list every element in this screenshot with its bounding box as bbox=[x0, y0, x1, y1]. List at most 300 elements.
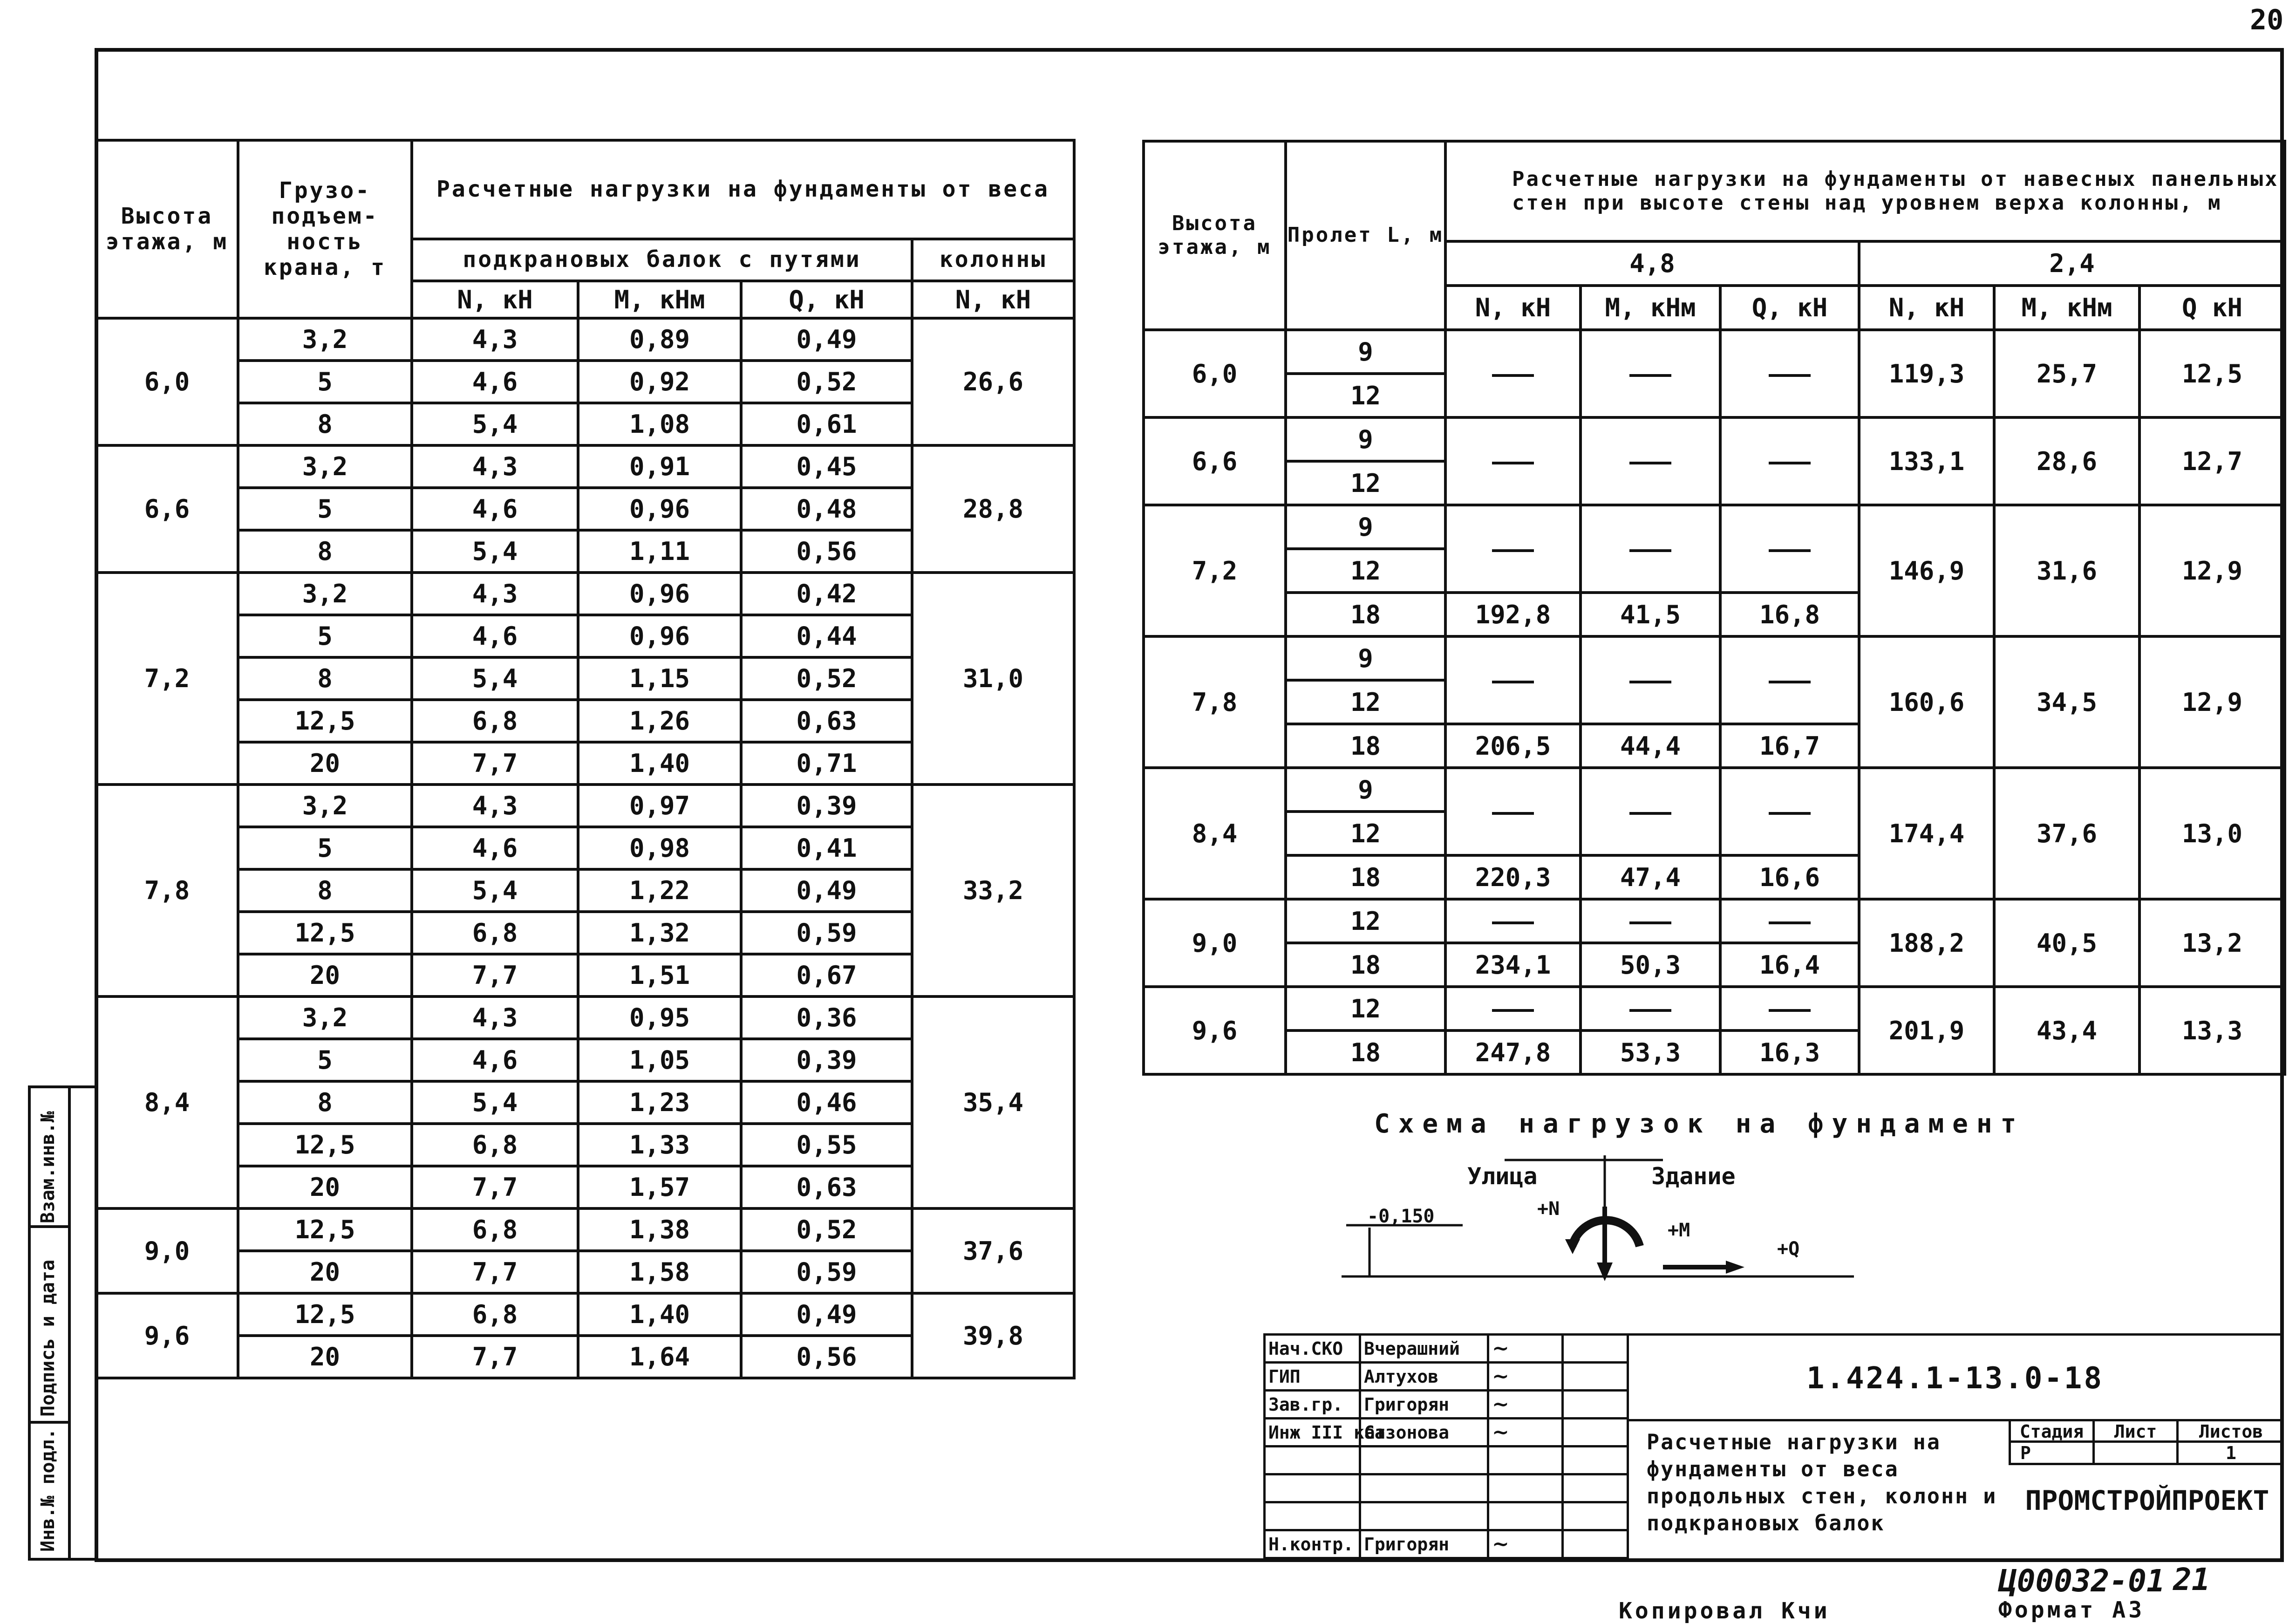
m-cell: 0,97 bbox=[578, 785, 741, 827]
capacity-cell: 12,5 bbox=[238, 700, 412, 742]
empty-value-cell bbox=[1720, 899, 1859, 943]
r-q2-cell: 12,9 bbox=[2139, 636, 2285, 768]
role-cell bbox=[1265, 1447, 1360, 1474]
column-n-cell: 26,6 bbox=[912, 318, 1074, 445]
q-cell: 0,46 bbox=[741, 1081, 912, 1124]
page-number: 20 bbox=[2250, 4, 2284, 36]
handwritten-signature-icon: ~ bbox=[1492, 1532, 1509, 1556]
table-row bbox=[96, 996, 1074, 1039]
dash-mark bbox=[1769, 462, 1811, 464]
n-arrow-head bbox=[1597, 1262, 1613, 1281]
sheets-label: Листов bbox=[2179, 1421, 2283, 1443]
m-cell: 1,08 bbox=[578, 403, 741, 445]
r-n2-cell: 160,6 bbox=[1859, 636, 1994, 768]
r-height-header: Высота этажа, м bbox=[1144, 141, 1286, 330]
signature-row bbox=[1265, 1474, 1628, 1502]
name-cell bbox=[1360, 1502, 1488, 1530]
n-cell: 7,7 bbox=[412, 1251, 578, 1293]
name-cell: Вчерашний bbox=[1360, 1335, 1488, 1363]
table-row bbox=[1144, 636, 2285, 680]
dash-mark bbox=[1629, 681, 1671, 683]
column-n-cell: 28,8 bbox=[912, 445, 1074, 573]
r-q-cell: 16,7 bbox=[1720, 724, 1859, 768]
signature-row bbox=[1265, 1391, 1628, 1419]
archive-number: Ц00032-01 bbox=[1998, 1563, 2165, 1599]
wall-height-2-4: 2,4 bbox=[1859, 241, 2285, 286]
wall-height-4-8: 4,8 bbox=[1445, 241, 1859, 286]
q-cell: 0,56 bbox=[741, 530, 912, 573]
r-n-cell: 220,3 bbox=[1445, 855, 1581, 899]
height-cell: 7,8 bbox=[96, 785, 238, 996]
m-cell: 1,26 bbox=[578, 700, 741, 742]
scheme-title: Схема нагрузок на фундамент bbox=[1374, 1109, 2025, 1139]
signature-cell bbox=[1488, 1363, 1563, 1391]
n-cell: 7,7 bbox=[412, 742, 578, 785]
span-cell: 18 bbox=[1286, 855, 1445, 899]
n-cell: 4,6 bbox=[412, 615, 578, 657]
n-cell: 5,4 bbox=[412, 530, 578, 573]
dash-mark bbox=[1492, 549, 1534, 552]
m-cell: 1,64 bbox=[578, 1336, 741, 1378]
stage-value: Р bbox=[2011, 1443, 2095, 1463]
r-height-cell: 9,6 bbox=[1144, 987, 1286, 1074]
capacity-cell: 12,5 bbox=[238, 1124, 412, 1166]
n-cell: 5,4 bbox=[412, 869, 578, 912]
sheet-description: Расчетные нагрузки на фундаменты от веса продольных стен, колонн и подкрановых балок bbox=[1647, 1430, 1997, 1535]
q-cell: 0,71 bbox=[741, 742, 912, 785]
n-cell: 4,3 bbox=[412, 445, 578, 488]
r-height-cell: 6,6 bbox=[1144, 417, 1286, 505]
signature-cell bbox=[1488, 1335, 1563, 1363]
side-stamp bbox=[28, 1085, 98, 1561]
r-n2-cell: 133,1 bbox=[1859, 417, 1994, 505]
height-cell: 6,0 bbox=[96, 318, 238, 445]
m-cell: 0,95 bbox=[578, 996, 741, 1039]
signature-cell bbox=[1488, 1391, 1563, 1419]
plus-n-label: +N bbox=[1537, 1198, 1560, 1220]
street-label: Улица bbox=[1467, 1163, 1538, 1190]
q-cell: 0,44 bbox=[741, 615, 912, 657]
n-cell: 5,4 bbox=[412, 403, 578, 445]
r-n-cell: 192,8 bbox=[1445, 593, 1581, 636]
r-n-cell: 234,1 bbox=[1445, 943, 1581, 987]
r-m-cell: 50,3 bbox=[1581, 943, 1720, 987]
empty-value-cell bbox=[1445, 636, 1581, 724]
r-col-q-header: Q, кН bbox=[1720, 286, 1859, 330]
signature-cell bbox=[1488, 1474, 1563, 1502]
table-row bbox=[96, 1293, 1074, 1336]
date-cell bbox=[1563, 1419, 1628, 1447]
r-m2-cell: 40,5 bbox=[1994, 899, 2139, 987]
col-n-header: N, кН bbox=[412, 281, 578, 318]
empty-value-cell bbox=[1581, 505, 1720, 593]
q-cell: 0,49 bbox=[741, 318, 912, 361]
empty-value-cell bbox=[1720, 636, 1859, 724]
dash-mark bbox=[1492, 921, 1534, 924]
r-q2-cell: 13,2 bbox=[2139, 899, 2285, 987]
table-row bbox=[96, 318, 1074, 361]
signature-cell bbox=[1488, 1419, 1563, 1447]
role-cell: Нач.СКО bbox=[1265, 1335, 1360, 1363]
capacity-cell: 20 bbox=[238, 1251, 412, 1293]
q-cell: 0,49 bbox=[741, 869, 912, 912]
span-cell: 9 bbox=[1286, 505, 1445, 549]
r-group-header: Расчетные нагрузки на фундаменты от навесных панельных стен при высоте стены над уровнем верха колонны, м bbox=[1445, 141, 2285, 241]
m-cell: 0,91 bbox=[578, 445, 741, 488]
m-cell: 1,57 bbox=[578, 1166, 741, 1208]
capacity-cell: 12,5 bbox=[238, 1293, 412, 1336]
empty-value-cell bbox=[1581, 899, 1720, 943]
archive-sheet: 21 bbox=[2173, 1562, 2210, 1597]
height-header: Высота этажа, м bbox=[96, 140, 238, 318]
n-cell: 7,7 bbox=[412, 954, 578, 996]
m-cell: 1,58 bbox=[578, 1251, 741, 1293]
r-n2-cell: 119,3 bbox=[1859, 330, 1994, 417]
empty-value-cell bbox=[1445, 505, 1581, 593]
dash-mark bbox=[1769, 921, 1811, 924]
n-cell: 6,8 bbox=[412, 912, 578, 954]
r-q-cell: 16,6 bbox=[1720, 855, 1859, 899]
signature-row bbox=[1265, 1447, 1628, 1474]
q-cell: 0,63 bbox=[741, 700, 912, 742]
r-col-m-header: M, кНм bbox=[1581, 286, 1720, 330]
span-cell: 18 bbox=[1286, 943, 1445, 987]
capacity-cell: 8 bbox=[238, 869, 412, 912]
date-cell bbox=[1563, 1391, 1628, 1419]
r-q2-cell: 12,9 bbox=[2139, 505, 2285, 636]
level-label: -0,150 bbox=[1367, 1206, 1435, 1227]
capacity-cell: 12,5 bbox=[238, 912, 412, 954]
stage-label: Стадия bbox=[2011, 1421, 2095, 1443]
m-cell: 0,89 bbox=[578, 318, 741, 361]
r-q2-cell: 12,5 bbox=[2139, 330, 2285, 417]
role-cell: Н.контр. bbox=[1265, 1530, 1360, 1558]
q-cell: 0,59 bbox=[741, 1251, 912, 1293]
n-cell: 6,8 bbox=[412, 1208, 578, 1251]
table-row bbox=[96, 573, 1074, 615]
signature-cell bbox=[1488, 1447, 1563, 1474]
m-cell: 0,96 bbox=[578, 615, 741, 657]
n-cell: 5,4 bbox=[412, 657, 578, 700]
replace-inv-label: Взам.инв.№ bbox=[37, 1111, 59, 1223]
empty-value-cell bbox=[1720, 417, 1859, 505]
span-cell: 12 bbox=[1286, 899, 1445, 943]
empty-value-cell bbox=[1581, 987, 1720, 1030]
capacity-cell: 3,2 bbox=[238, 573, 412, 615]
q-cell: 0,61 bbox=[741, 403, 912, 445]
role-cell: ГИП bbox=[1265, 1363, 1360, 1391]
span-cell: 12 bbox=[1286, 549, 1445, 593]
building-label: Здание bbox=[1651, 1163, 1736, 1190]
table-row bbox=[96, 1208, 1074, 1251]
dash-mark bbox=[1629, 549, 1671, 552]
table-row bbox=[1144, 505, 2285, 549]
m-cell: 1,32 bbox=[578, 912, 741, 954]
n-cell: 4,3 bbox=[412, 573, 578, 615]
table-row bbox=[1144, 417, 2285, 461]
sign-date-label: Подпись и дата bbox=[37, 1259, 59, 1417]
title-block-signatures bbox=[1263, 1333, 1629, 1559]
sheet-label: Лист bbox=[2095, 1421, 2179, 1443]
title-block-right bbox=[1627, 1333, 2283, 1561]
q-cell: 0,59 bbox=[741, 912, 912, 954]
m-cell: 1,40 bbox=[578, 1293, 741, 1336]
span-cell: 12 bbox=[1286, 374, 1445, 417]
m-cell: 1,11 bbox=[578, 530, 741, 573]
r-q2-cell: 12,7 bbox=[2139, 417, 2285, 505]
capacity-cell: 12,5 bbox=[238, 1208, 412, 1251]
table-row bbox=[96, 445, 1074, 488]
table-row bbox=[1144, 330, 2285, 374]
r-q-cell: 16,3 bbox=[1720, 1030, 1859, 1074]
capacity-cell: 5 bbox=[238, 1039, 412, 1081]
col-q-header: Q, кН bbox=[741, 281, 912, 318]
q-cell: 0,52 bbox=[741, 361, 912, 403]
dash-mark bbox=[1492, 681, 1534, 683]
dash-mark bbox=[1492, 374, 1534, 377]
n-cell: 4,6 bbox=[412, 361, 578, 403]
m-cell: 1,51 bbox=[578, 954, 741, 996]
table-row bbox=[1144, 768, 2285, 812]
inv-no-label: Инв.№ подл. bbox=[37, 1428, 59, 1552]
dash-mark bbox=[1769, 1009, 1811, 1012]
r-n2-cell: 174,4 bbox=[1859, 768, 1994, 899]
empty-value-cell bbox=[1720, 330, 1859, 417]
capacity-cell: 8 bbox=[238, 657, 412, 700]
name-cell bbox=[1360, 1447, 1488, 1474]
r-height-cell: 8,4 bbox=[1144, 768, 1286, 899]
span-cell: 18 bbox=[1286, 593, 1445, 636]
m-cell: 0,92 bbox=[578, 361, 741, 403]
dash-mark bbox=[1769, 681, 1811, 683]
m-cell: 0,98 bbox=[578, 827, 741, 869]
signature-row bbox=[1265, 1530, 1628, 1558]
n-cell: 6,8 bbox=[412, 700, 578, 742]
load-scheme bbox=[1342, 1151, 1877, 1304]
capacity-cell: 8 bbox=[238, 1081, 412, 1124]
role-cell bbox=[1265, 1474, 1360, 1502]
r-q-cell: 16,8 bbox=[1720, 593, 1859, 636]
n-cell: 6,8 bbox=[412, 1293, 578, 1336]
m-cell: 1,15 bbox=[578, 657, 741, 700]
moment-arrow-head bbox=[1565, 1239, 1580, 1254]
col-n2-header: N, кН bbox=[912, 281, 1074, 318]
q-cell: 0,41 bbox=[741, 827, 912, 869]
span-cell: 18 bbox=[1286, 724, 1445, 768]
empty-value-cell bbox=[1581, 768, 1720, 855]
capacity-header: Грузо-подъем-ность крана, т bbox=[238, 140, 412, 318]
r-n2-cell: 201,9 bbox=[1859, 987, 1994, 1074]
col-m-header: M, кНм bbox=[578, 281, 741, 318]
loads-group-header: Расчетные нагрузки на фундаменты от веса bbox=[412, 140, 1074, 239]
n-cell: 7,7 bbox=[412, 1336, 578, 1378]
r-height-cell: 7,8 bbox=[1144, 636, 1286, 768]
span-cell: 9 bbox=[1286, 768, 1445, 812]
n-cell: 4,3 bbox=[412, 996, 578, 1039]
stage-table bbox=[2009, 1421, 2283, 1465]
span-cell: 12 bbox=[1286, 987, 1445, 1030]
level-mark bbox=[1369, 1228, 1383, 1276]
dash-mark bbox=[1629, 1009, 1671, 1012]
sheet-value bbox=[2095, 1443, 2179, 1463]
r-m2-cell: 28,6 bbox=[1994, 417, 2139, 505]
copied-by: Копировал Кчи bbox=[1619, 1598, 1830, 1624]
q-cell: 0,52 bbox=[741, 657, 912, 700]
column-n-cell: 31,0 bbox=[912, 573, 1074, 785]
handwritten-signature-icon: ~ bbox=[1492, 1392, 1509, 1416]
n-cell: 4,3 bbox=[412, 785, 578, 827]
height-cell: 7,2 bbox=[96, 573, 238, 785]
n-cell: 4,3 bbox=[412, 318, 578, 361]
m-cell: 1,40 bbox=[578, 742, 741, 785]
height-cell: 6,6 bbox=[96, 445, 238, 573]
m-cell: 1,05 bbox=[578, 1039, 741, 1081]
plus-m-label: +M bbox=[1668, 1220, 1690, 1241]
date-cell bbox=[1563, 1335, 1628, 1363]
q-cell: 0,45 bbox=[741, 445, 912, 488]
q-cell: 0,67 bbox=[741, 954, 912, 996]
empty-value-cell bbox=[1720, 768, 1859, 855]
signature-cell bbox=[1488, 1502, 1563, 1530]
r-m-cell: 41,5 bbox=[1581, 593, 1720, 636]
empty-value-cell bbox=[1581, 330, 1720, 417]
dash-mark bbox=[1492, 812, 1534, 815]
r-m-cell: 53,3 bbox=[1581, 1030, 1720, 1074]
name-cell: Григорян bbox=[1360, 1391, 1488, 1419]
empty-value-cell bbox=[1720, 987, 1859, 1030]
r-m2-cell: 25,7 bbox=[1994, 330, 2139, 417]
name-cell: Сазонова bbox=[1360, 1419, 1488, 1447]
columns-header: колонны bbox=[912, 239, 1074, 281]
date-cell bbox=[1563, 1530, 1628, 1558]
span-cell: 9 bbox=[1286, 330, 1445, 374]
crane-beam-loads-table bbox=[95, 139, 1076, 1379]
capacity-cell: 20 bbox=[238, 954, 412, 996]
r-q-cell: 16,4 bbox=[1720, 943, 1859, 987]
signature-row bbox=[1265, 1363, 1628, 1391]
empty-value-cell bbox=[1445, 987, 1581, 1030]
capacity-cell: 20 bbox=[238, 742, 412, 785]
r-col-m2-header: M, кНм bbox=[1994, 286, 2139, 330]
q-cell: 0,42 bbox=[741, 573, 912, 615]
q-cell: 0,36 bbox=[741, 996, 912, 1039]
date-cell bbox=[1563, 1447, 1628, 1474]
q-cell: 0,55 bbox=[741, 1124, 912, 1166]
n-cell: 4,6 bbox=[412, 488, 578, 530]
handwritten-signature-icon: ~ bbox=[1492, 1365, 1509, 1388]
role-cell: Зав.гр. bbox=[1265, 1391, 1360, 1419]
height-cell: 8,4 bbox=[96, 996, 238, 1208]
crane-beams-header: подкрановых балок с путями bbox=[412, 239, 912, 281]
capacity-cell: 5 bbox=[238, 827, 412, 869]
capacity-cell: 5 bbox=[238, 488, 412, 530]
sheets-value: 1 bbox=[2226, 1443, 2236, 1463]
dash-mark bbox=[1769, 812, 1811, 815]
capacity-cell: 20 bbox=[238, 1166, 412, 1208]
dash-mark bbox=[1629, 921, 1671, 924]
load-scheme-drawing bbox=[1342, 1151, 1877, 1304]
n-cell: 4,6 bbox=[412, 827, 578, 869]
role-cell bbox=[1265, 1502, 1360, 1530]
date-cell bbox=[1563, 1502, 1628, 1530]
r-n-cell: 206,5 bbox=[1445, 724, 1581, 768]
handwritten-signature-icon: ~ bbox=[1492, 1337, 1509, 1360]
org-name: ПРОМСТРОЙПРОЕКТ bbox=[2025, 1485, 2269, 1516]
capacity-cell: 5 bbox=[238, 361, 412, 403]
span-cell: 12 bbox=[1286, 680, 1445, 724]
span-cell: 9 bbox=[1286, 417, 1445, 461]
role-cell: Инж III кат bbox=[1265, 1419, 1360, 1447]
r-m2-cell: 34,5 bbox=[1994, 636, 2139, 768]
r-m-cell: 47,4 bbox=[1581, 855, 1720, 899]
dash-mark bbox=[1492, 1009, 1534, 1012]
empty-value-cell bbox=[1445, 417, 1581, 505]
capacity-cell: 3,2 bbox=[238, 445, 412, 488]
wall-panel-loads-table bbox=[1142, 140, 2286, 1076]
empty-value-cell bbox=[1581, 636, 1720, 724]
empty-value-cell bbox=[1720, 505, 1859, 593]
column-n-cell: 35,4 bbox=[912, 996, 1074, 1208]
n-cell: 7,7 bbox=[412, 1166, 578, 1208]
capacity-cell: 3,2 bbox=[238, 996, 412, 1039]
q-cell: 0,39 bbox=[741, 785, 912, 827]
q-cell: 0,56 bbox=[741, 1336, 912, 1378]
n-cell: 4,6 bbox=[412, 1039, 578, 1081]
dash-mark bbox=[1769, 549, 1811, 552]
date-cell bbox=[1563, 1363, 1628, 1391]
name-cell bbox=[1360, 1474, 1488, 1502]
table-row bbox=[1144, 987, 2285, 1030]
dash-mark bbox=[1769, 374, 1811, 377]
capacity-cell: 8 bbox=[238, 403, 412, 445]
m-cell: 1,38 bbox=[578, 1208, 741, 1251]
r-m-cell: 44,4 bbox=[1581, 724, 1720, 768]
column-n-cell: 37,6 bbox=[912, 1208, 1074, 1293]
span-cell: 9 bbox=[1286, 636, 1445, 680]
capacity-cell: 8 bbox=[238, 530, 412, 573]
date-cell bbox=[1563, 1474, 1628, 1502]
span-cell: 18 bbox=[1286, 1030, 1445, 1074]
handwritten-signature-icon: ~ bbox=[1492, 1420, 1509, 1444]
span-cell: 12 bbox=[1286, 812, 1445, 855]
empty-value-cell bbox=[1581, 417, 1720, 505]
capacity-cell: 3,2 bbox=[238, 318, 412, 361]
r-m2-cell: 31,6 bbox=[1994, 505, 2139, 636]
empty-value-cell bbox=[1445, 768, 1581, 855]
r-n-cell: 247,8 bbox=[1445, 1030, 1581, 1074]
dash-mark bbox=[1629, 374, 1671, 377]
r-col-n-header: N, кН bbox=[1445, 286, 1581, 330]
height-cell: 9,0 bbox=[96, 1208, 238, 1293]
m-cell: 0,96 bbox=[578, 573, 741, 615]
r-span-header: Пролет L, м bbox=[1286, 141, 1445, 330]
plus-q-label: +Q bbox=[1777, 1238, 1800, 1260]
r-height-cell: 7,2 bbox=[1144, 505, 1286, 636]
capacity-cell: 3,2 bbox=[238, 785, 412, 827]
r-height-cell: 9,0 bbox=[1144, 899, 1286, 987]
r-q2-cell: 13,3 bbox=[2139, 987, 2285, 1074]
m-cell: 1,22 bbox=[578, 869, 741, 912]
q-cell: 0,49 bbox=[741, 1293, 912, 1336]
n-cell: 6,8 bbox=[412, 1124, 578, 1166]
signature-cell bbox=[1488, 1530, 1563, 1558]
name-cell: Алтухов bbox=[1360, 1363, 1488, 1391]
table-row bbox=[1144, 899, 2285, 943]
doc-code: 1.424.1-13.0-18 bbox=[1629, 1336, 2281, 1421]
column-n-cell: 39,8 bbox=[912, 1293, 1074, 1378]
q-cell: 0,48 bbox=[741, 488, 912, 530]
dash-mark bbox=[1629, 812, 1671, 815]
